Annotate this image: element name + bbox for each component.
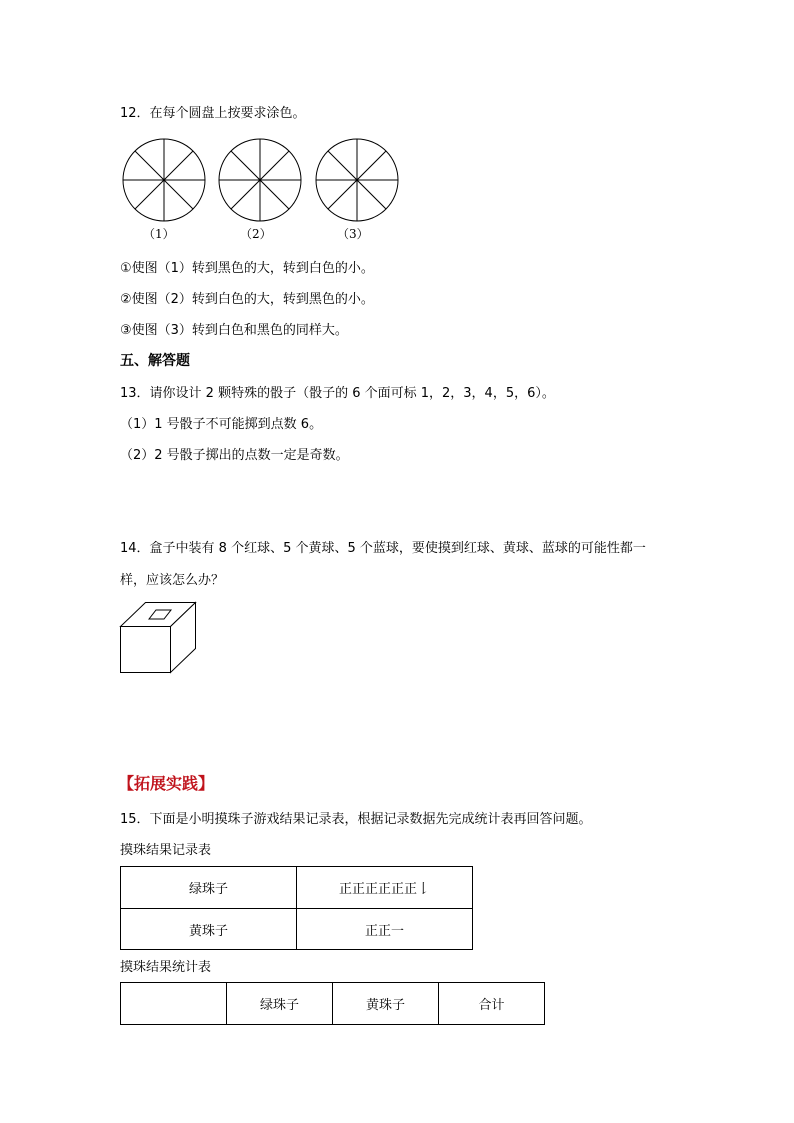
- q13-text: 13．请你设计 2 颗特殊的骰子（骰子的 6 个面可标 1，2，3，4，5，6）。: [120, 386, 555, 401]
- stats-header-green: 绿珠子: [227, 983, 333, 1025]
- record-table: [120, 866, 473, 950]
- box-with-slot-icon: [119, 601, 199, 675]
- spinner-disc-3[interactable]: [315, 138, 399, 222]
- spinner-disc-2[interactable]: [218, 138, 302, 222]
- disc-label-2: （2）: [240, 227, 272, 241]
- stats-header-blank[interactable]: [121, 983, 227, 1025]
- section-title-answer: 五、解答题: [120, 353, 190, 369]
- spinner-disc-1[interactable]: [122, 138, 206, 222]
- q12-requirement-1: ①使图（1）转到黑色的大，转到白色的小。: [120, 261, 374, 276]
- q12-text: 12．在每个圆盘上按要求涂色。: [120, 106, 306, 121]
- record-table-caption: 摸珠结果记录表: [120, 843, 212, 858]
- q15-text: 15．下面是小明摸珠子游戏结果记录表，根据记录数据先完成统计表再回答问题。: [120, 812, 592, 827]
- table-row: [121, 867, 473, 909]
- q14-text-line2: 样，应该怎么办？: [120, 573, 225, 588]
- stats-header-yellow: 黄珠子: [333, 983, 439, 1025]
- disc-label-3: （3）: [337, 227, 369, 241]
- q13-item-2: （2）2 号骰子掷出的点数一定是奇数。: [120, 448, 349, 463]
- record-name-green: 绿珠子: [121, 867, 297, 909]
- record-name-yellow: 黄珠子: [121, 909, 297, 950]
- q14-text-line1: 14．盒子中装有 8 个红球、5 个黄球、5 个蓝球，要使摸到红球、黄球、蓝球的可能性都一: [120, 541, 646, 556]
- q12-requirement-3: ③使图（3）转到白色和黑色的同样大。: [120, 323, 348, 338]
- record-tally-yellow: 正正一: [297, 909, 473, 950]
- q13-item-1: （1）1 号骰子不可能掷到点数 6。: [120, 417, 323, 432]
- stats-header-total: 合计: [439, 983, 545, 1025]
- disc-label-1: （1）: [143, 227, 175, 241]
- stats-table: [120, 982, 545, 1025]
- table-row: [121, 983, 545, 1025]
- stats-table-caption: 摸珠结果统计表: [120, 960, 212, 975]
- record-tally-green: 正正正正正正𠄌: [297, 867, 473, 909]
- table-row: [121, 909, 473, 950]
- q12-requirement-2: ②使图（2）转到白色的大，转到黑色的小。: [120, 292, 374, 307]
- practice-section-title: 【拓展实践】: [118, 774, 215, 793]
